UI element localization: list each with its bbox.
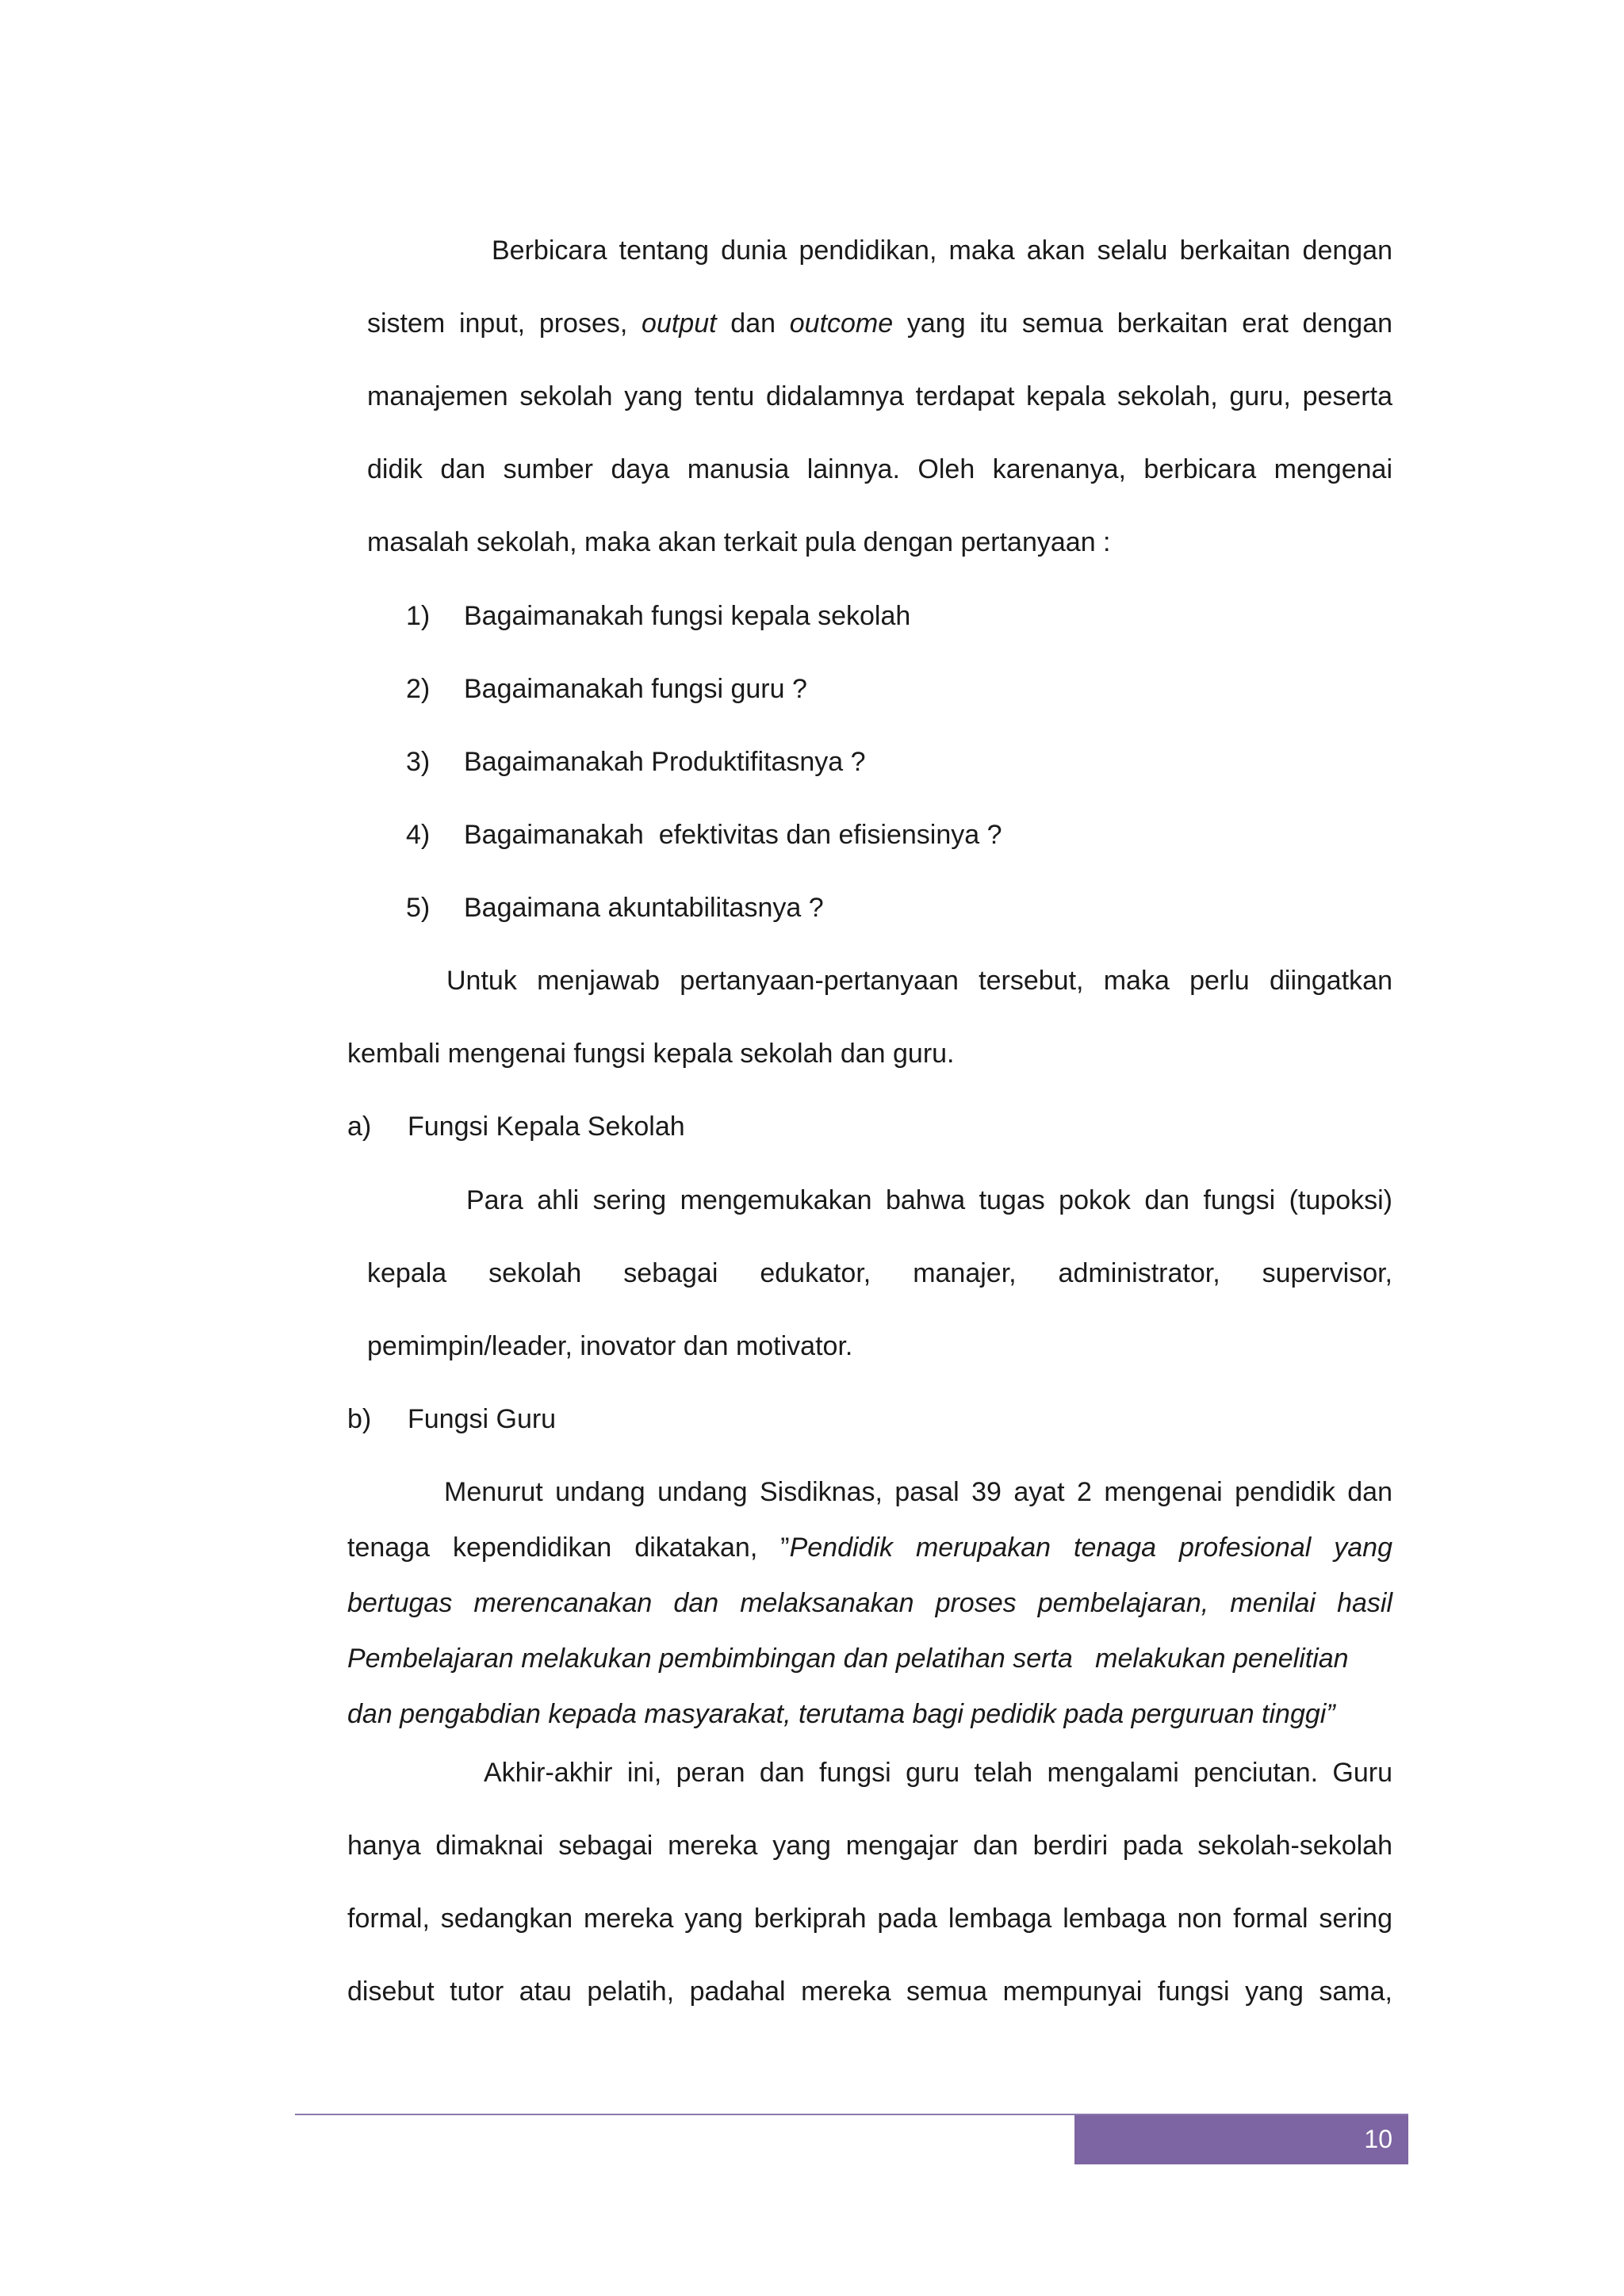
question-number: 3) bbox=[406, 747, 431, 777]
page-number: 10 bbox=[1364, 2125, 1392, 2153]
closing-line-2: hanya dimaknai sebagai mereka yang mengajar dan berdiri pada sekolah-sekolah bbox=[347, 1831, 1392, 1861]
page-number-box bbox=[1074, 2115, 1408, 2164]
question-text: Bagaimanakah efektivitas dan efisiensinya ? bbox=[464, 820, 1002, 850]
intro-line-3: manajemen sekolah yang tentu didalamnya terdapat kepala sekolah, guru, peserta bbox=[367, 381, 1392, 411]
question-text: Bagaimanakah fungsi kepala sekolah bbox=[464, 601, 911, 631]
section-b-line-4-text: Pembelajaran melakukan pembimbingan dan pelatihan serta melakukan penelitian bbox=[347, 1644, 1349, 1674]
closing-line-3: formal, sedangkan mereka yang berkiprah pada lembaga lembaga non formal sering bbox=[347, 1904, 1392, 1934]
section-a-marker: a) bbox=[347, 1112, 372, 1142]
intro-line-2-e: yang itu semua berkaitan erat dengan bbox=[906, 308, 1393, 339]
intro-line-2 bbox=[367, 308, 1392, 339]
section-b-title: Fungsi Guru bbox=[408, 1404, 557, 1434]
section-b-line-2 bbox=[347, 1532, 1392, 1563]
section-b-line-3-text: bertugas merencanakan dan melaksanakan proses pembelajaran, menilai hasil bbox=[347, 1588, 1392, 1618]
question-text: Bagaimanakah Produktifitasnya ? bbox=[464, 747, 866, 777]
section-a-title: Fungsi Kepala Sekolah bbox=[408, 1112, 685, 1142]
intro-line-4: didik dan sumber daya manusia lainnya. Oleh karenanya, berbicara mengenai bbox=[367, 454, 1392, 484]
question-number: 4) bbox=[406, 820, 431, 850]
answer-intro-line-1: Untuk menjawab pertanyaan-pertanyaan tersebut, maka perlu diingatkan bbox=[446, 966, 1392, 996]
question-number: 1) bbox=[406, 601, 431, 631]
section-a-line-2: kepala sekolah sebagai edukator, manajer, administrator, supervisor, bbox=[367, 1258, 1392, 1288]
section-b-line-2-a: tenaga kependidikan dikatakan, ” bbox=[347, 1533, 790, 1563]
section-a-line-3: pemimpin/leader, inovator dan motivator. bbox=[367, 1331, 853, 1361]
section-b-line-1: Menurut undang undang Sisdiknas, pasal 39 ayat 2 mengenai pendidik dan bbox=[444, 1477, 1392, 1507]
closing-line-4: disebut tutor atau pelatih, padahal mereka semua mempunyai fungsi yang sama, bbox=[347, 1976, 1392, 2007]
intro-line-2-c: dan bbox=[730, 308, 776, 339]
intro-line-2-outcome: outcome bbox=[789, 308, 894, 339]
section-b-line-4 bbox=[347, 1643, 1392, 1674]
section-b-marker: b) bbox=[347, 1404, 372, 1434]
section-b-line-5 bbox=[347, 1698, 1335, 1730]
section-b-line-3 bbox=[347, 1587, 1392, 1619]
answer-intro-line-2: kembali mengenai fungsi kepala sekolah dan guru. bbox=[347, 1039, 955, 1069]
closing-line-1: Akhir-akhir ini, peran dan fungsi guru telah mengalami penciutan. Guru bbox=[484, 1758, 1392, 1788]
section-a-line-1: Para ahli sering mengemukakan bahwa tugas pokok dan fungsi (tupoksi) bbox=[466, 1185, 1392, 1215]
section-b-line-2-quote: Pendidik merupakan tenaga profesional yang bbox=[789, 1533, 1392, 1563]
intro-line-2-output: output bbox=[642, 308, 717, 339]
question-number: 5) bbox=[406, 893, 431, 923]
question-text: Bagaimana akuntabilitasnya ? bbox=[464, 893, 824, 923]
intro-line-5: masalah sekolah, maka akan terkait pula dengan pertanyaan : bbox=[367, 527, 1111, 557]
intro-line-2-a: sistem input, proses, bbox=[367, 308, 628, 339]
section-b-line-5-text: dan pengabdian kepada masyarakat, terutama bagi pedidik pada perguruan tinggi” bbox=[347, 1699, 1335, 1729]
question-number: 2) bbox=[406, 674, 431, 704]
intro-line-1: Berbicara tentang dunia pendidikan, maka akan selalu berkaitan dengan bbox=[492, 235, 1392, 266]
question-text: Bagaimanakah fungsi guru ? bbox=[464, 674, 807, 704]
